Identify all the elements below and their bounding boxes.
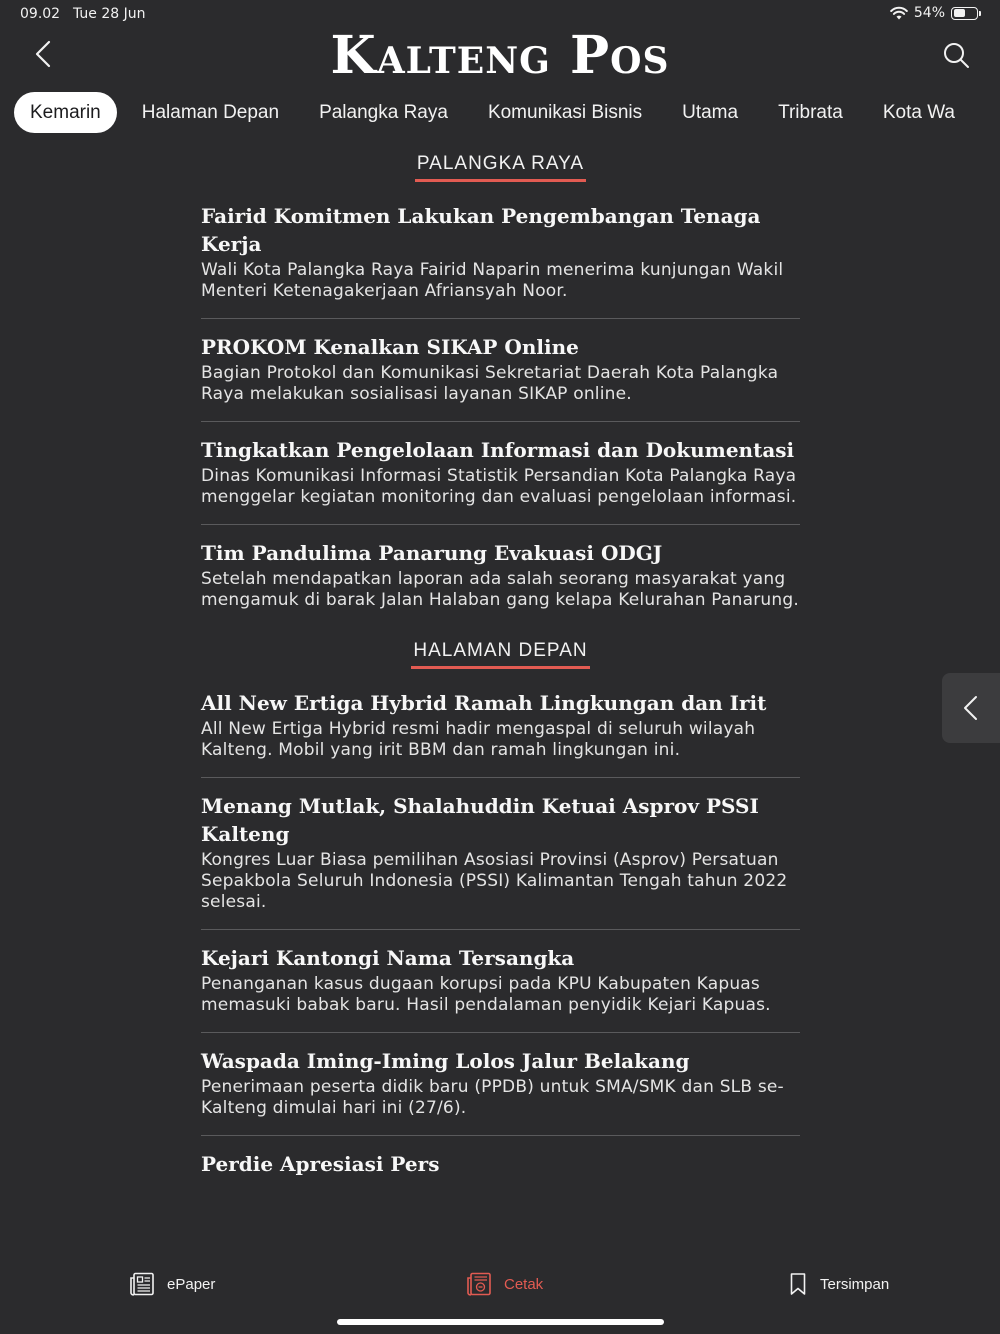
article-title: Fairid Komitmen Lakukan Pengembangan Tenaga Kerja [201,204,761,256]
article-item[interactable] [201,1136,800,1196]
article-item[interactable] [201,1033,800,1136]
article-title: Tim Pandulima Panarung Evakuasi ODGJ [201,541,663,565]
section-title: HALAMAN DEPAN [411,640,589,669]
status-bar [0,0,1000,28]
status-time: 09.02 [20,6,61,22]
scroll-fade [0,1230,1000,1260]
article-title: All New Ertiga Hybrid Ramah Lingkungan dan Irit [201,691,767,715]
app-logo: Kalteng Pos [330,25,670,86]
article-title: Perdie Apresiasi Pers [201,1152,440,1176]
article-item[interactable] [201,778,800,930]
article-title: Kejari Kantongi Nama Tersangka [201,946,575,970]
nav-epaper[interactable] [129,1272,215,1296]
article-item[interactable] [201,422,800,525]
tab-halaman-depan[interactable]: Halaman Depan [141,101,280,123]
article-item[interactable] [201,930,800,1033]
tab-utama[interactable]: Utama [682,101,739,123]
article-item[interactable] [201,675,800,778]
tab-palangka-raya[interactable]: Palangka Raya [319,101,448,123]
section-header [201,627,800,675]
article-summary: Penerimaan peserta didik baru (PPDB) untuk SMA/SMK dan SLB se-Kalteng dimulai hari ini (27/6). [201,1077,784,1118]
article-summary: Dinas Komunikasi Informasi Statistik Persandian Kota Palangka Raya menggelar kegiatan monitoring dan evaluasi pengelolaan informasi. [201,466,797,507]
chevron-left-icon [942,673,1000,743]
article-summary: Kongres Luar Biasa pemilihan Asosiasi Provinsi (Asprov) Persatuan Sepakbola Seluruh Indonesia (PSSI) Kalimantan Tengah tahun 2022 selesai. [201,850,788,912]
article-item[interactable] [201,319,800,422]
print-edition-icon [466,1272,492,1296]
nav-tersimpan[interactable] [788,1272,889,1296]
article-summary: Penanganan kasus dugaan korupsi pada KPU Kabupaten Kapuas memasuki babak baru. Hasil pendalaman penyidik Kejari Kapuas. [201,974,771,1015]
nav-label: Tersimpan [820,1275,890,1293]
newspaper-icon [129,1272,155,1296]
article-summary: All New Ertiga Hybrid resmi hadir mengaspal di seluruh wilayah Kalteng. Mobil yang irit BBM dan ramah lingkungan ini. [201,719,756,760]
tab-tribrata[interactable]: Tribrata [778,101,843,123]
article-summary: Bagian Protokol dan Komunikasi Sekretariat Daerah Kota Palangka Raya melakukan sosialisasi layanan SIKAP online. [201,363,779,404]
nav-label: ePaper [167,1275,216,1293]
article-item[interactable] [201,188,800,319]
section-header [201,140,800,188]
tab-kota-wa[interactable]: Kota Wa [882,101,956,123]
search-button[interactable] [940,40,972,72]
battery-icon [951,7,978,20]
section-title: PALANGKA RAYA [415,153,586,182]
article-summary: Wali Kota Palangka Raya Fairid Naparin menerima kunjungan Wakil Menteri Ketenagakerjaan Afriansyah Noor. [201,260,784,301]
home-indicator[interactable] [337,1319,664,1325]
side-panel-toggle[interactable] [942,673,1000,743]
article-list [201,140,800,1196]
bookmark-icon [788,1272,808,1296]
app-header [0,25,1000,86]
battery-level [954,9,966,17]
article-item[interactable] [201,525,800,627]
article-summary: Setelah mendapatkan laporan ada salah seorang masyarakat yang mengamuk di barak Jalan Halaban gang kelapa Kelurahan Panarung. [201,569,799,610]
article-title: Waspada Iming-Iming Lolos Jalur Belakang [201,1049,690,1073]
search-icon [940,40,972,72]
status-date: Tue 28 Jun [73,6,146,22]
status-indicators [890,5,978,21]
article-title: Tingkatkan Pengelolaan Informasi dan Dokumentasi [201,438,795,462]
nav-label: Cetak [504,1275,544,1293]
nav-cetak[interactable] [466,1272,543,1296]
tab-komunikasi-bisnis[interactable]: Komunikasi Bisnis [487,101,643,123]
category-tabs [14,91,1000,133]
article-title: PROKOM Kenalkan SIKAP Online [201,335,579,359]
battery-percent: 54% [913,5,945,21]
article-title: Menang Mutlak, Shalahuddin Ketuai Asprov PSSI Kalteng [201,794,759,846]
wifi-icon [890,6,908,20]
tab-kemarin[interactable]: Kemarin [14,92,117,133]
